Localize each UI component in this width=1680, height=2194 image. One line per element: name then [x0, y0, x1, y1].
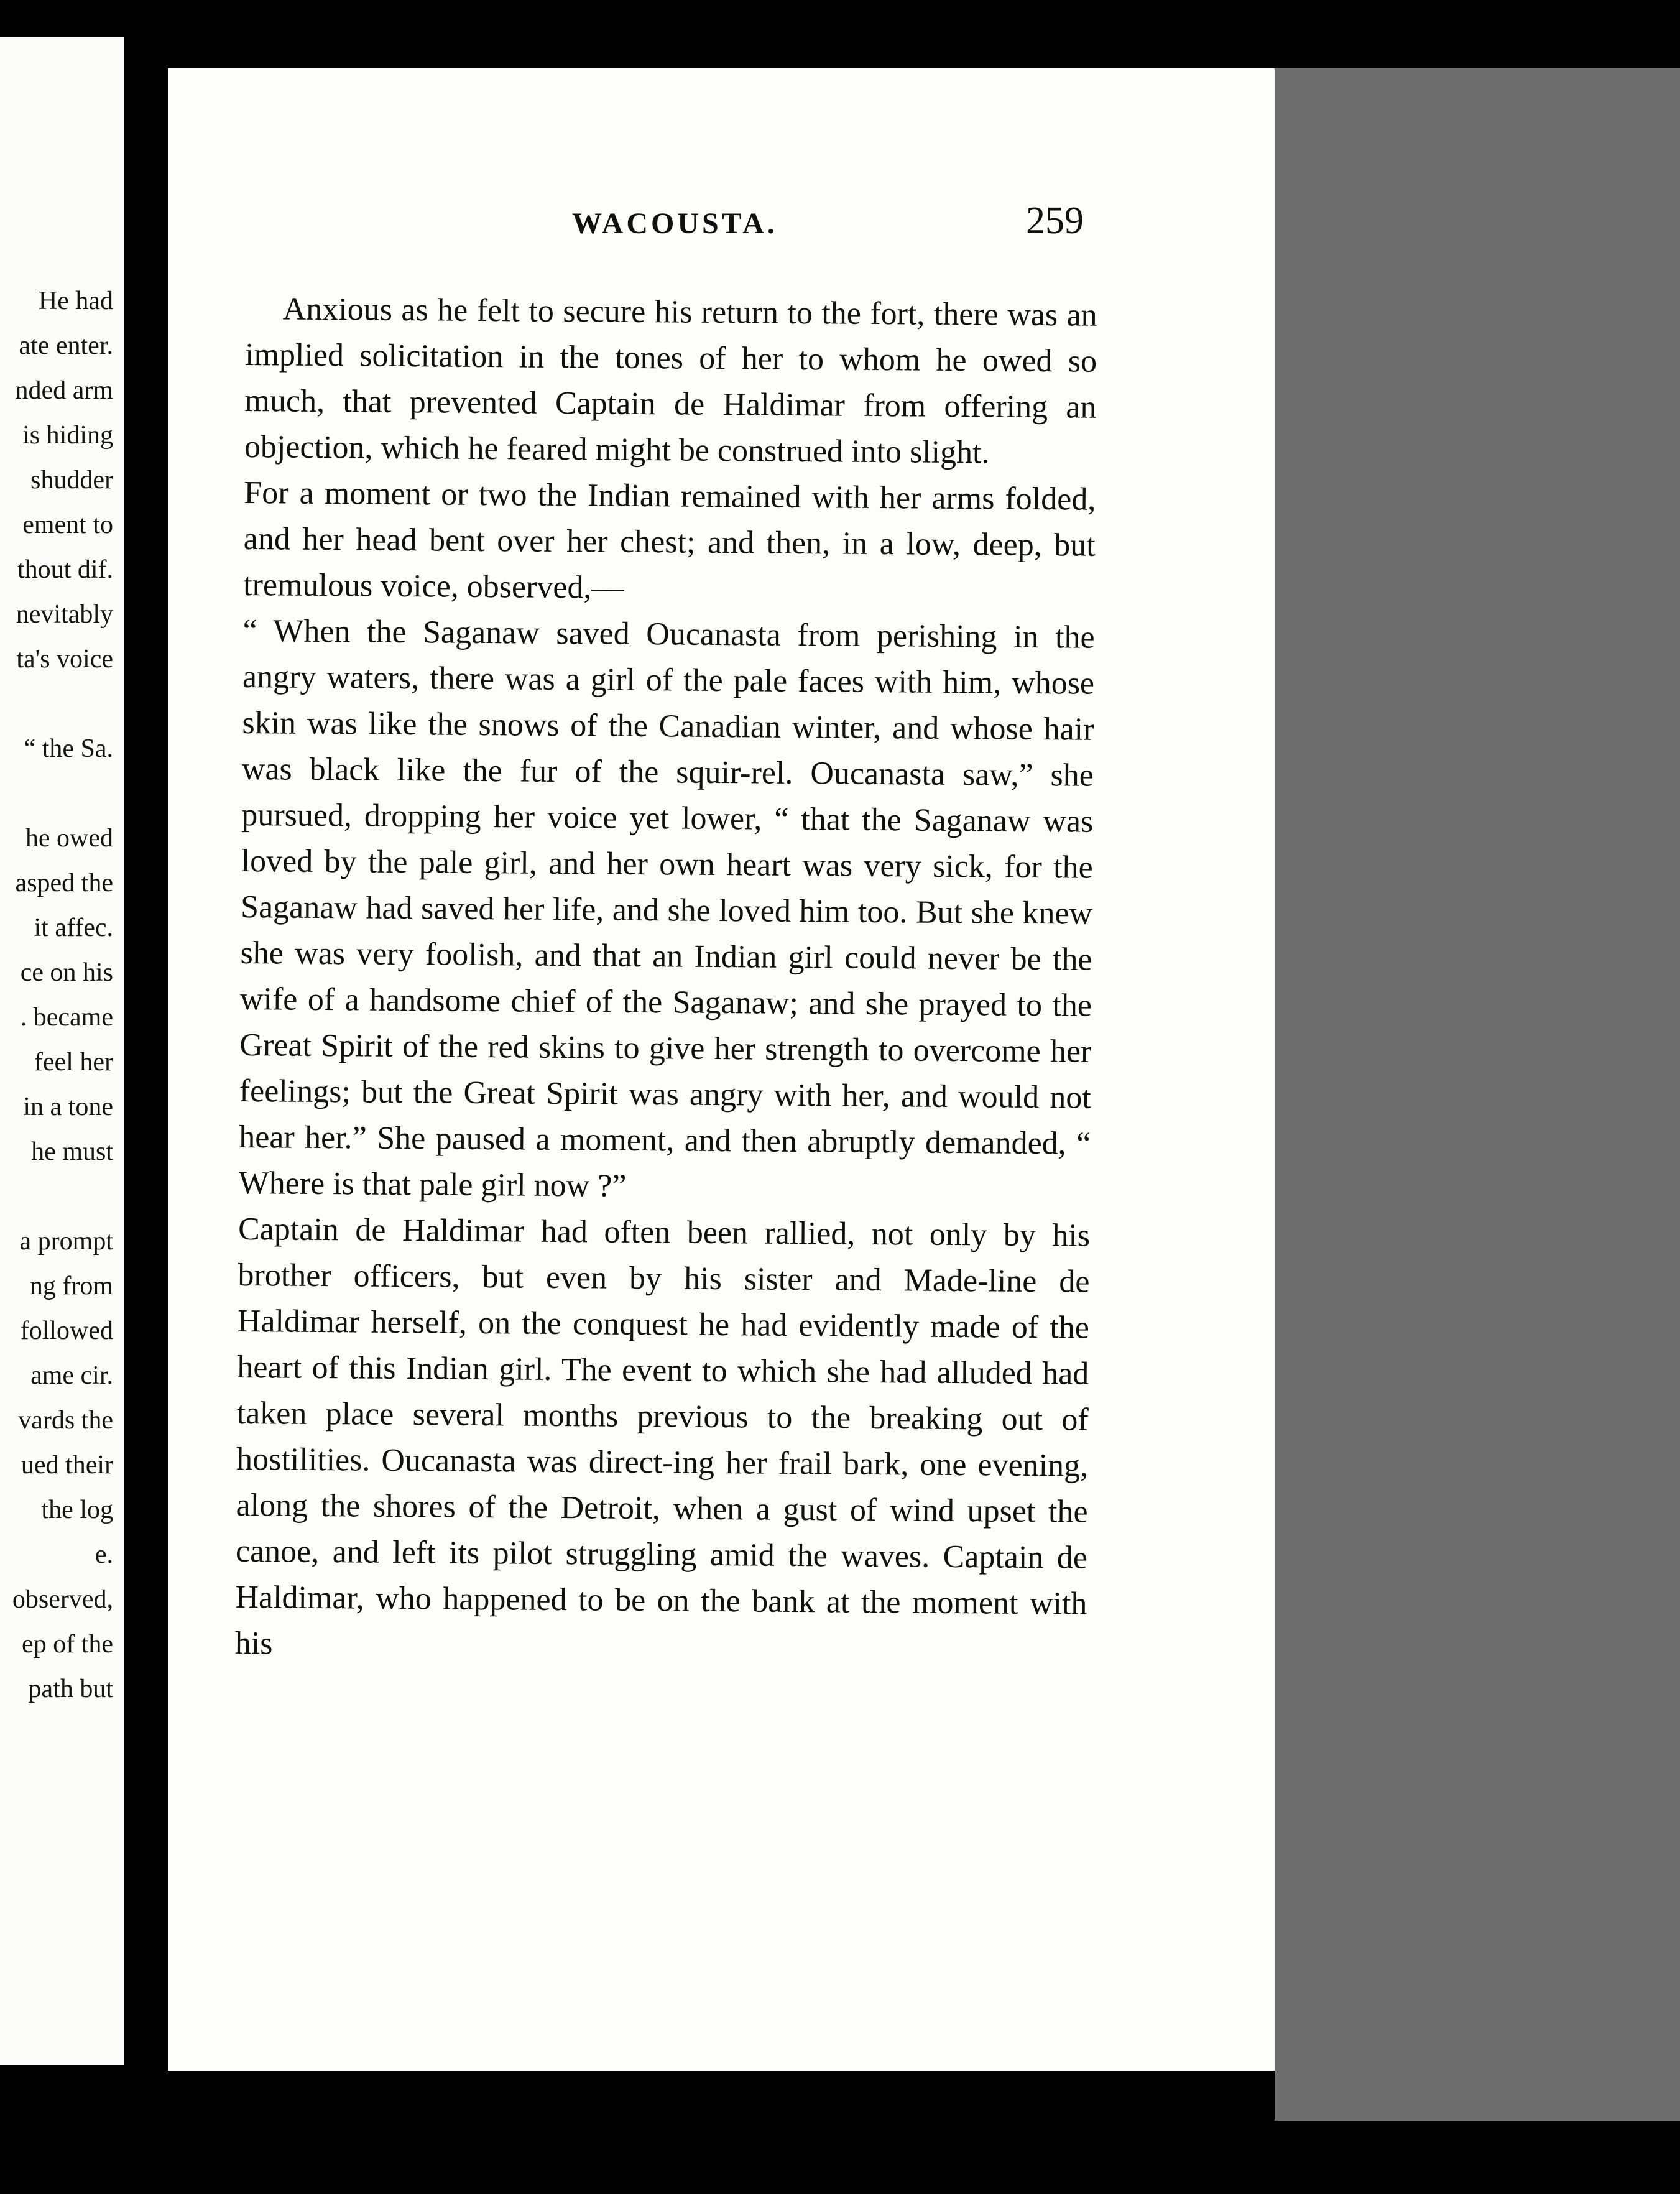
facing-page-left [0, 37, 124, 2065]
body-text [235, 286, 1097, 1673]
facing-page-fragment: observed, [12, 1585, 113, 1614]
facing-page-fragment: ta's voice [16, 645, 113, 673]
facing-page-fragment: followed [20, 1317, 113, 1345]
facing-page-fragment: “ the Sa. [24, 734, 113, 763]
facing-page-fragment: is hiding [22, 421, 113, 450]
facing-page-fragment: it affec. [34, 914, 113, 942]
facing-page-fragment: ement to [22, 511, 113, 539]
facing-page-fragment: . became [20, 1003, 113, 1032]
facing-page-fragment: ate enter. [19, 331, 113, 360]
facing-page-fragment: nded arm [15, 376, 113, 405]
facing-page-fragment: asped the [15, 869, 113, 897]
facing-page-fragment: ce on his [20, 958, 113, 987]
facing-page-fragment: nevitably [16, 600, 113, 629]
facing-page-fragment: he must [31, 1137, 113, 1166]
page-number: 259 [1026, 200, 1084, 242]
facing-page-fragment: ng from [29, 1272, 113, 1300]
facing-page-fragment: shudder [30, 466, 113, 494]
facing-page-fragment: thout dif. [17, 555, 113, 584]
page-edge-stack [1275, 68, 1680, 2121]
facing-page-fragment: a prompt [19, 1227, 113, 1256]
facing-page-fragment: he owed [25, 824, 113, 853]
facing-page-fragment: feel her [34, 1048, 113, 1076]
facing-page-fragment: the log [41, 1496, 113, 1524]
facing-page-fragment: ep of the [22, 1630, 113, 1659]
facing-page-fragment: He had [38, 287, 113, 315]
paragraph: Anxious as he felt to secure his return to the fort, there was an implied solicitation in the tones of her to whom he owed so much, that prevented Captain de Haldimar from offering an objection, which he feared might be construed into slight. [244, 291, 1097, 471]
running-head: WACOUSTA. [572, 207, 778, 240]
facing-page-fragment: path but [28, 1675, 113, 1703]
paragraph: For a moment or two the Indian remained with her arms folded, and her head bent over her chest; and then, in a low, deep, but tremulous voice, observed,— [243, 474, 1096, 606]
paragraph: Captain de Haldimar had often been rallied, not only by his brother officers, but even by his sister and Made-line de Haldimar herself, on the conquest he had evidently made of the heart of this Indian girl. The event to which she had alluded had taken place several months previous to the breaking out of hostilities. Oucanasta was direct-ing her frail bark, one evening, along the shores of the Detroit, when a gust of wind upset the canoe, and left its pilot struggling amid the waves. Captain de Haldimar, who happened to be on the bank at the moment with his [234, 1211, 1091, 1662]
facing-page-fragment: ued their [21, 1451, 113, 1479]
facing-page-fragment: vards the [18, 1406, 113, 1435]
paragraph: “ When the Saganaw saved Oucanasta from perishing in the angry waters, there was a girl of the pale faces with him, whose skin was like the snows of the Canadian winter, and whose hair was black like the fur of the squir-rel. Oucanasta saw,” she pursued, dropping her voice yet lower, “ that the Saganaw was loved by the pale girl, and her own heart was very sick, for the Saganaw had saved her life, and she loved him too. But she knew she was very foolish, and that an Indian girl could never be the wife of a handsome chief of the Saganaw; and she prayed to the Great Spirit of the red skins to give her strength to overcome her feelings; but the Great Spirit was angry with her, and would not hear her.” She paused a moment, and then abruptly demanded, “ Where is that pale girl now ?” [238, 613, 1095, 1204]
facing-page-fragment: in a tone [23, 1093, 113, 1121]
facing-page-fragment: ame cir. [30, 1361, 113, 1390]
facing-page-fragment: e. [95, 1540, 113, 1569]
